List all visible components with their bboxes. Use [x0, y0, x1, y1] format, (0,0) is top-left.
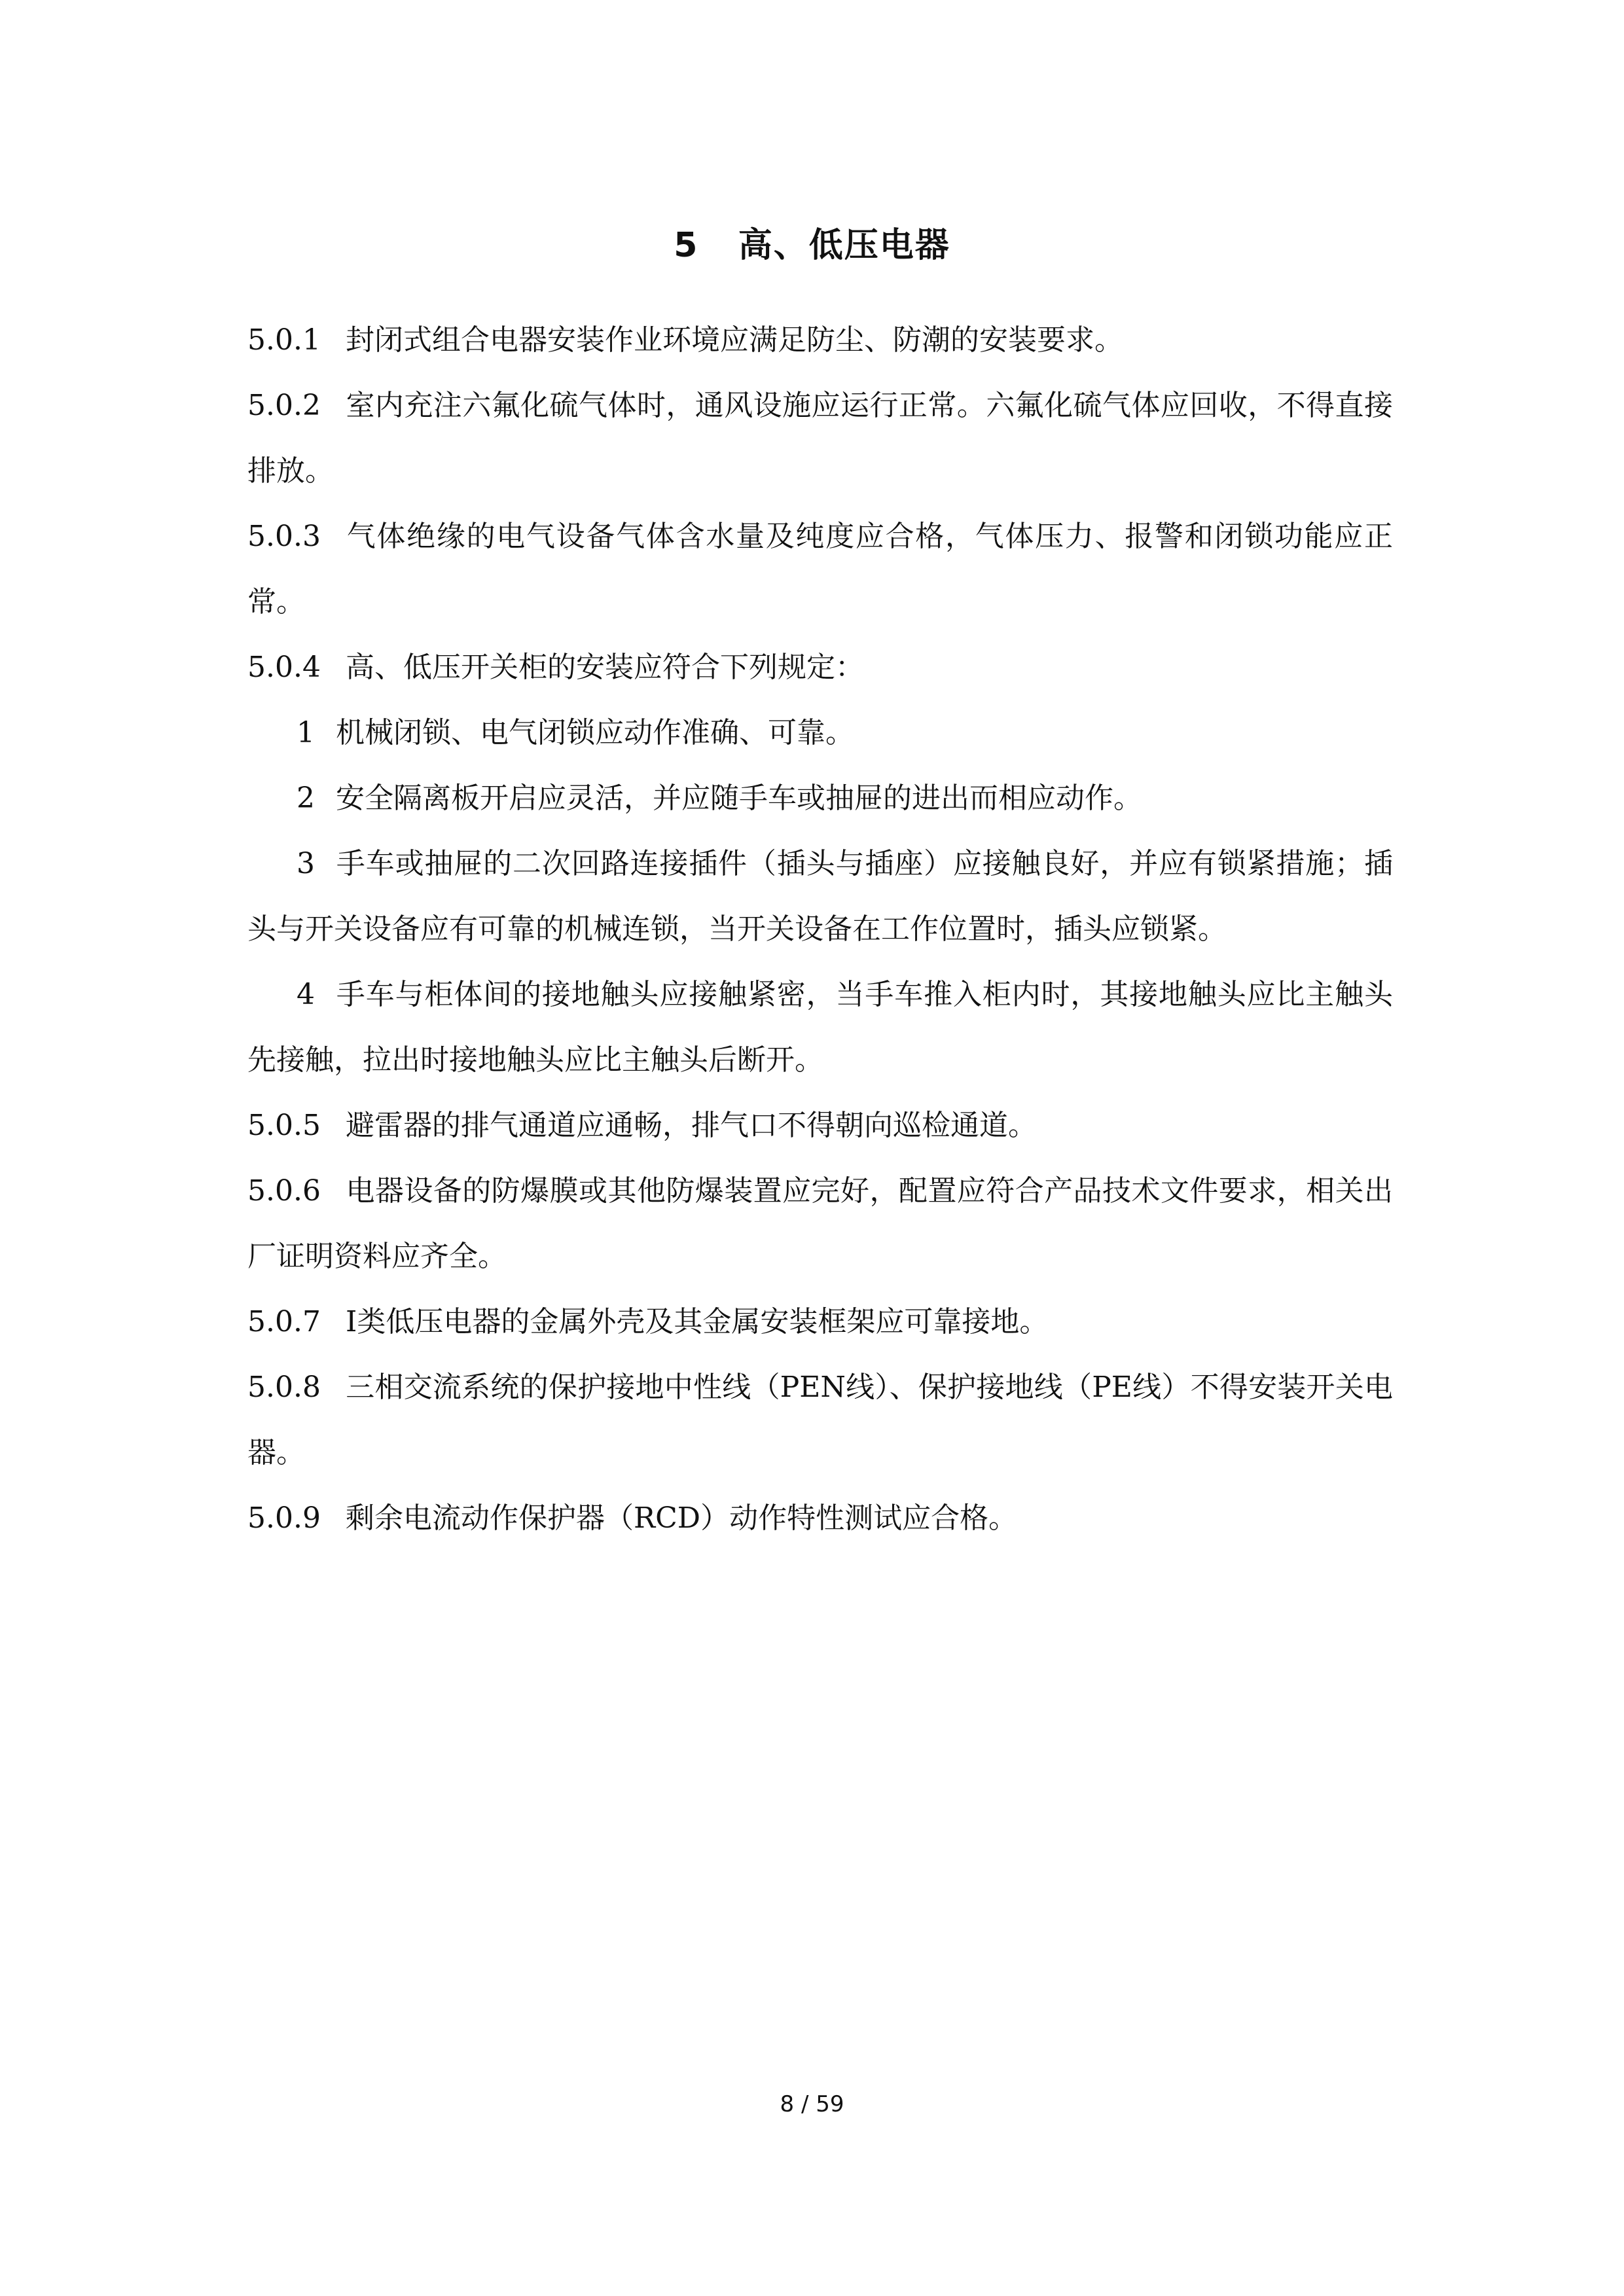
clause-5-0-8 — [247, 1355, 1393, 1486]
clause-text: I类低压电器的金属外壳及其金属安装框架应可靠接地。 — [346, 1305, 1049, 1338]
item-text: 手车或抽屉的二次回路连接插件（插头与插座）应接触良好，并应有锁紧措施；插头与开关设备应有可靠的机械连锁，当开关设备在工作位置时，插头应锁紧。 — [247, 847, 1393, 946]
clause-number: 5.0.6 — [247, 1174, 321, 1208]
clause-text: 室内充注六氟化硫气体时，通风设施应运行正常。六氟化硫气体应回收，不得直接排放。 — [247, 389, 1393, 488]
page-title: 5 高、低压电器 — [674, 225, 950, 265]
clause-text: 气体绝缘的电气设备气体含水量及纯度应合格，气体压力、报警和闭锁功能应正常。 — [247, 520, 1393, 619]
item-text: 机械闭锁、电气闭锁应动作准确、可靠。 — [336, 716, 854, 749]
list-item-1 — [247, 700, 1393, 766]
clause-number: 5.0.3 — [247, 520, 321, 553]
list-item-4 — [247, 962, 1393, 1093]
clause-text: 剩余电流动作保护器（RCD）动作特性测试应合格。 — [346, 1501, 1018, 1535]
clause-number: 5.0.2 — [247, 389, 321, 422]
clause-text: 高、低压开关柜的安装应符合下列规定： — [346, 651, 864, 684]
clause-5-0-6 — [247, 1158, 1393, 1289]
item-number: 4 — [297, 978, 315, 1011]
clause-5-0-3 — [247, 504, 1393, 635]
clause-5-0-1 — [247, 308, 1393, 373]
clause-5-0-4 — [247, 635, 1393, 700]
page-number: 8 / 59 — [780, 2091, 844, 2117]
clause-5-0-9 — [247, 1486, 1393, 1551]
clause-number: 5.0.7 — [247, 1305, 321, 1338]
item-text: 安全隔离板开启应灵活，并应随手车或抽屉的进出而相应动作。 — [336, 781, 1142, 815]
clause-text: 避雷器的排气通道应通畅，排气口不得朝向巡检通道。 — [346, 1109, 1037, 1142]
clause-number: 5.0.5 — [247, 1109, 321, 1142]
clause-text: 封闭式组合电器安装作业环境应满足防尘、防潮的安装要求。 — [346, 323, 1123, 357]
list-item-2 — [247, 766, 1393, 831]
clause-number: 5.0.4 — [247, 651, 321, 684]
item-text: 手车与柜体间的接地触头应接触紧密，当手车推入柜内时，其接地触头应比主触头先接触，拉出时接地触头应比主触头后断开。 — [247, 978, 1393, 1077]
clause-5-0-7 — [247, 1289, 1393, 1355]
clause-text: 三相交流系统的保护接地中性线（PEN线）、保护接地线（PE线）不得安装开关电器。 — [247, 1371, 1393, 1469]
clause-5-0-2 — [247, 373, 1393, 504]
item-number: 1 — [297, 716, 315, 749]
clause-text: 电器设备的防爆膜或其他防爆装置应完好，配置应符合产品技术文件要求，相关出厂证明资料应齐全。 — [247, 1174, 1393, 1273]
document-body — [247, 308, 1393, 1551]
clause-5-0-5 — [247, 1093, 1393, 1158]
list-item-3 — [247, 831, 1393, 962]
clause-number: 5.0.1 — [247, 323, 321, 357]
item-number: 3 — [297, 847, 315, 880]
clause-number: 5.0.9 — [247, 1501, 321, 1535]
clause-number: 5.0.8 — [247, 1371, 321, 1404]
item-number: 2 — [297, 781, 315, 815]
